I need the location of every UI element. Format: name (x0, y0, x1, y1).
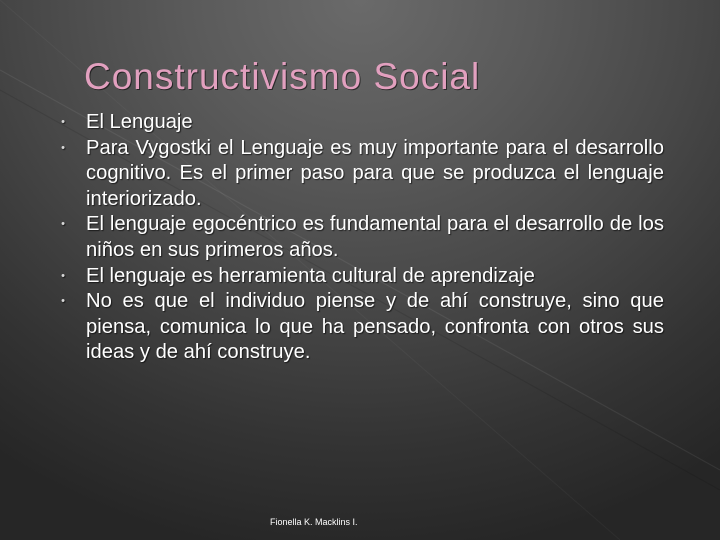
bullet-icon: • (61, 218, 65, 231)
bullet-icon: • (61, 116, 65, 128)
bullet-icon: • (61, 141, 65, 154)
bullet-icon: • (61, 269, 65, 282)
bullet-item (61, 212, 664, 263)
slide-title: Constructivismo Social (84, 56, 481, 97)
bullet-text: No es que el individuo piense y de ahí construye, sino que piensa, comunica lo que ha pensado, confronta con otros sus ideas y de ahí construye. (86, 290, 664, 364)
bullet-text: El lenguaje egocéntrico es fundamental para el desarrollo de los niños en sus primeros años. (86, 213, 664, 261)
bullet-item (61, 110, 664, 136)
bullet-text: El Lenguaje (86, 111, 193, 133)
bullet-item (61, 289, 664, 366)
bullet-icon: • (61, 295, 65, 308)
bullet-text: El lenguaje es herramienta cultural de aprendizaje (86, 264, 535, 287)
bullet-item (61, 264, 664, 290)
slide-footer: Fionella K. Macklins I. (270, 517, 358, 527)
bullet-list (61, 110, 664, 366)
bullet-item (61, 136, 664, 213)
bullet-text: Para Vygostki el Lenguaje es muy importante para el desarrollo cognitivo. Es el primer paso para que se produzca el lenguaje interiorizado. (86, 136, 664, 210)
